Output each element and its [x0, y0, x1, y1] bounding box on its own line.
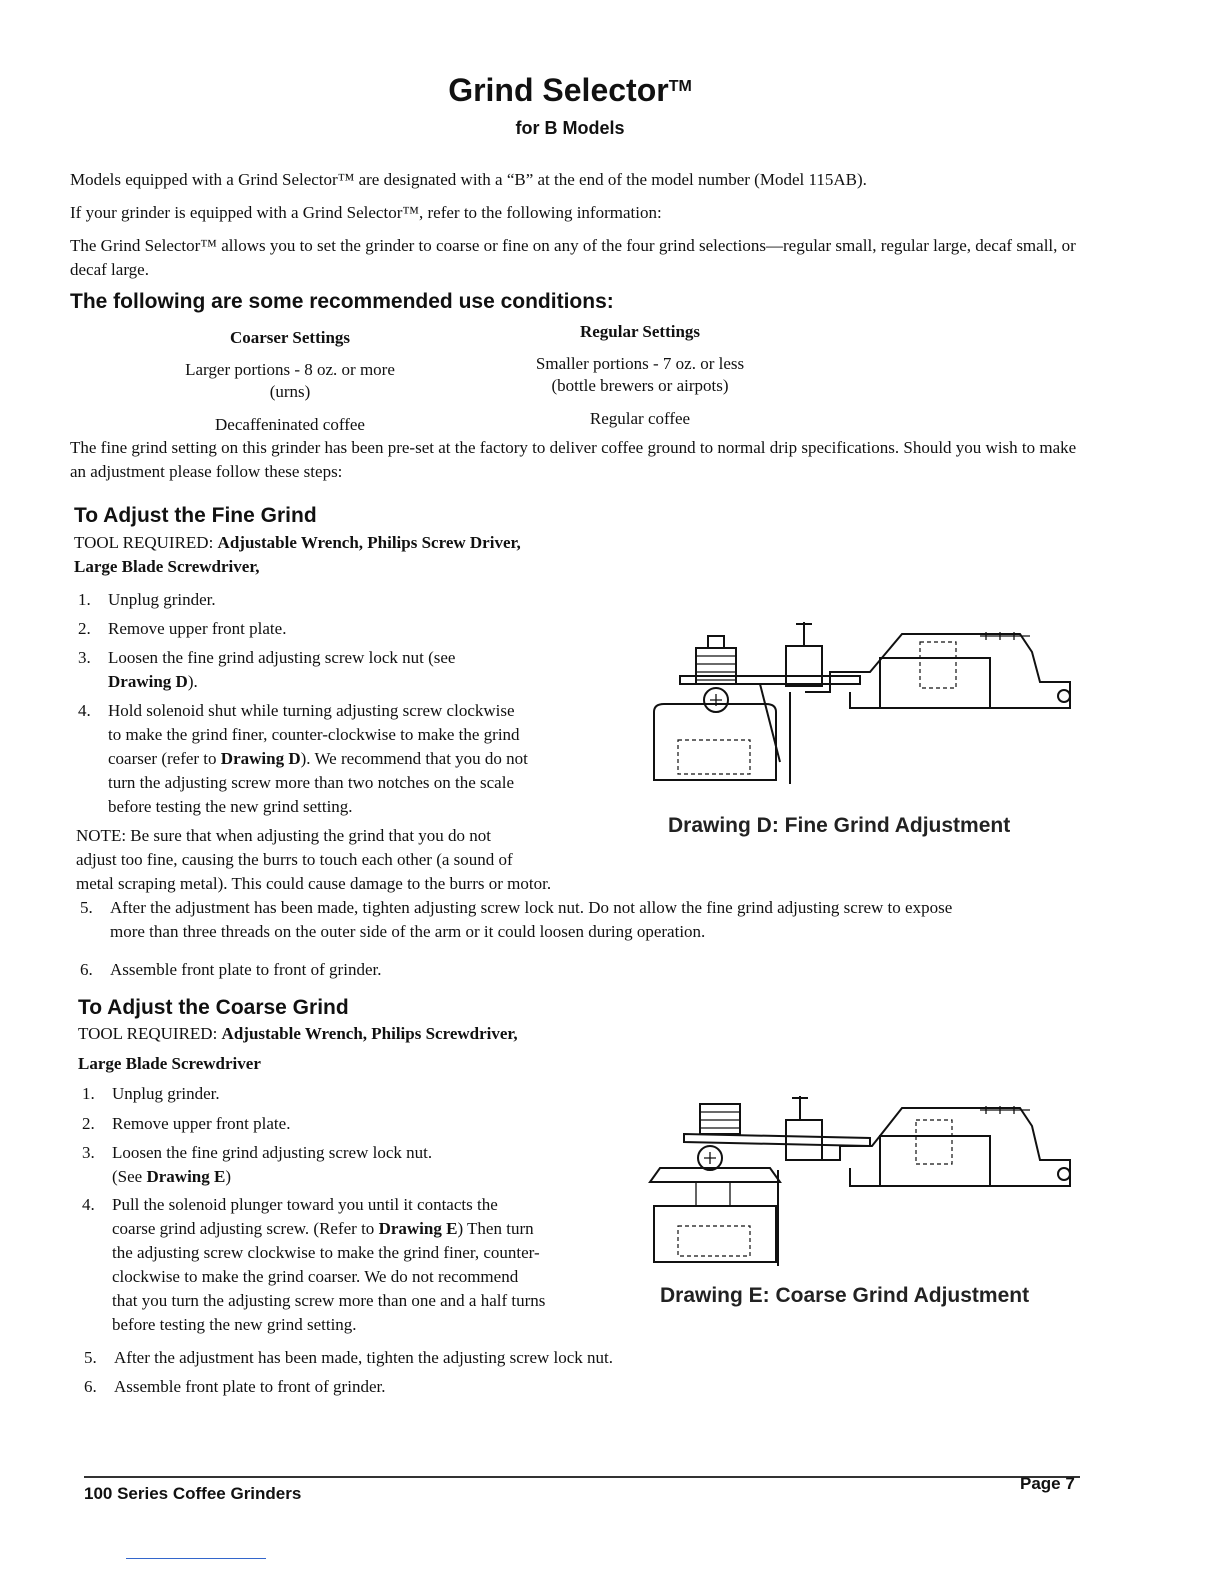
step-number: 1. [78, 590, 91, 609]
step-text-line: coarse grind adjusting screw. (Refer to [112, 1219, 379, 1238]
note-line3: metal scraping metal). This could cause damage to the burrs or motor. [76, 874, 552, 893]
fine-tool-line2: Large Blade Screwdriver, [74, 557, 260, 576]
drawing-reference: Drawing E [146, 1167, 226, 1186]
coarser-row1-line2: (urns) [269, 382, 311, 401]
step-text [112, 1141, 432, 1189]
step-text-line: more than three threads on the outer side of the arm or it could loosen during operation. [110, 922, 706, 941]
coarser-row2: Decaffeninated coffee [215, 415, 365, 434]
step-number: 2. [82, 1114, 95, 1133]
motor-mount [696, 1182, 730, 1206]
step-number: 3. [82, 1143, 95, 1162]
adjusting-screw [796, 622, 812, 646]
adjusting-arm [684, 1134, 870, 1146]
step-text-line: turn the adjusting screw more than two notches on the scale [108, 773, 514, 792]
burr-chamber [880, 1136, 990, 1186]
solenoid-housing [786, 1120, 822, 1160]
step-text-line: before testing the new grind setting. [108, 797, 353, 816]
step-number: 1. [82, 1084, 95, 1103]
base-plate [650, 1168, 780, 1182]
solenoid-housing [786, 646, 822, 686]
step-text-line: ). We recommend that you do not [300, 749, 528, 768]
coarser-settings-header: Coarser Settings [229, 328, 351, 347]
bottom-mark-line [126, 1558, 266, 1559]
fine-grind-heading: To Adjust the Fine Grind [74, 504, 317, 527]
step-text: Unplug grinder. [108, 590, 216, 609]
spring-stack [696, 648, 736, 684]
drawing-reference: Drawing D [220, 749, 301, 768]
step-text-line: Hold solenoid shut while turning adjusting screw clockwise [108, 701, 515, 720]
adjusting-screw [792, 1096, 808, 1120]
list-item [78, 646, 638, 694]
step-text-line: (See [112, 1167, 147, 1186]
step-text-line: to make the grind finer, counter-clockwise to make the grind [108, 725, 520, 744]
end-bolt [1058, 690, 1070, 702]
drawing-reference: Drawing E [378, 1219, 458, 1238]
step-text-line: coarser (refer to [108, 749, 221, 768]
motor-housing [654, 704, 776, 780]
end-bolt [1058, 1168, 1070, 1180]
coarse-tool-required [78, 1022, 518, 1076]
drawing-reference: Drawing D [108, 672, 188, 691]
burr-hidden [920, 642, 956, 688]
drawing-d-caption: Drawing D: Fine Grind Adjustment [668, 814, 1011, 837]
burr-chamber [880, 658, 990, 708]
step-text-line: Pull the solenoid plunger toward you until it contacts the [112, 1195, 498, 1214]
fine-note [76, 824, 676, 896]
step-text-line: ) [225, 1167, 232, 1186]
regular-row1-line1: Smaller portions - 7 oz. or less [535, 354, 745, 373]
motor-hidden-outline [678, 1226, 750, 1256]
intro-paragraph-1: Models equipped with a Grind Selector™ are designated with a “B” at the end of the model number (Model 115AB). [70, 170, 867, 189]
list-item [82, 1141, 642, 1189]
step-text-line: After the adjustment has been made, tighten adjusting screw lock nut. Do not allow the fine grind adjusting screw to expose [110, 898, 953, 917]
knob-cross [704, 1152, 716, 1164]
step-number: 4. [82, 1195, 95, 1214]
trademark-mark: TM [668, 78, 692, 95]
step-text: After the adjustment has been made, tighten the adjusting screw lock nut. [114, 1348, 614, 1367]
drawing-d-fine-grind-diagram [640, 612, 1090, 792]
step-text: Remove upper front plate. [112, 1114, 291, 1133]
step-text-line: Loosen the fine grind adjusting screw lock nut. [112, 1143, 433, 1162]
motor-hidden-outline [678, 740, 750, 774]
step-number: 2. [78, 619, 91, 638]
step-text [112, 1193, 642, 1337]
coarse-tool-line1: Adjustable Wrench, Philips Screwdriver, [221, 1024, 518, 1043]
step-text: Assemble front plate to front of grinder. [114, 1377, 386, 1396]
step-text: Assemble front plate to front of grinder. [110, 960, 382, 979]
coarser-row1-line1: Larger portions - 8 oz. or more [185, 360, 395, 379]
coarse-tool-line2: Large Blade Screwdriver [78, 1054, 261, 1073]
fine-tool-label: TOOL REQUIRED: [74, 533, 218, 552]
spring-stack [700, 1104, 740, 1134]
regular-row1-line2: (bottle brewers or airpots) [551, 376, 729, 395]
step-text-line: before testing the new grind setting. [112, 1315, 357, 1334]
step-number: 3. [78, 648, 91, 667]
step-text-line: that you turn the adjusting screw more than one and a half turns [112, 1291, 546, 1310]
coarser-row1 [150, 359, 430, 403]
footer-divider [84, 1476, 1080, 1478]
conditions-heading: The following are some recommended use conditions: [70, 290, 614, 313]
drawing-e-coarse-grind-diagram [640, 1090, 1090, 1270]
coarse-grind-heading: To Adjust the Coarse Grind [78, 996, 349, 1019]
burr-assembly [805, 634, 1070, 708]
spring-coils [700, 1112, 740, 1128]
step-text [108, 646, 455, 694]
regular-row1 [500, 353, 780, 397]
step-number: 4. [78, 701, 91, 720]
motor-housing [654, 1206, 776, 1262]
step-number: 6. [84, 1377, 97, 1396]
step-text-line: the adjusting screw clockwise to make the grind finer, counter- [112, 1243, 540, 1262]
fine-tool-line1: Adjustable Wrench, Philips Screw Driver, [217, 533, 521, 552]
step-text: Unplug grinder. [112, 1084, 220, 1103]
step-number: 5. [80, 898, 93, 917]
spring-cap [708, 636, 724, 648]
step-number: 6. [80, 960, 93, 979]
list-item [78, 699, 638, 819]
step-text-line: ). [187, 672, 198, 691]
preset-note: The fine grind setting on this grinder has been pre-set at the factory to deliver coffee ground to normal drip specifications. Should you wish to make an adjustment please follow these steps: [70, 438, 1077, 481]
list-item [80, 896, 1080, 944]
step-number: 5. [84, 1348, 97, 1367]
coarse-tool-label: TOOL REQUIRED: [78, 1024, 222, 1043]
step-text-line: ) Then turn [457, 1219, 534, 1238]
step-text [108, 699, 648, 819]
regular-settings-header: Regular Settings [579, 322, 701, 341]
intro-paragraph-2: If your grinder is equipped with a Grind Selector™, refer to the following information: [70, 203, 662, 222]
step-text: Remove upper front plate. [108, 619, 287, 638]
step-text-line: Loosen the fine grind adjusting screw lock nut (see [108, 648, 456, 667]
page-title: Grind Selector™ [448, 72, 692, 108]
intro-paragraph-3: The Grind Selector™ allows you to set the grinder to coarse or fine on any of the four grind selections—regular small, regular large, decaf small, or decaf large. [70, 236, 1076, 279]
page-number: Page 7 [1020, 1474, 1075, 1493]
drawing-e-caption: Drawing E: Coarse Grind Adjustment [660, 1284, 1030, 1307]
regular-row2: Regular coffee [589, 409, 691, 428]
list-item [82, 1193, 642, 1339]
footer-series-name: 100 Series Coffee Grinders [84, 1484, 302, 1503]
burr-hidden [916, 1120, 952, 1164]
step-text [110, 896, 1080, 944]
note-line1: NOTE: Be sure that when adjusting the grind that you do not [76, 826, 492, 845]
fine-tool-required [74, 531, 521, 579]
step-text-line: clockwise to make the grind coarser. We do not recommend [112, 1267, 519, 1286]
note-line2: adjust too fine, causing the burrs to touch each other (a sound of [76, 850, 513, 869]
page-subtitle: for B Models [515, 118, 625, 138]
